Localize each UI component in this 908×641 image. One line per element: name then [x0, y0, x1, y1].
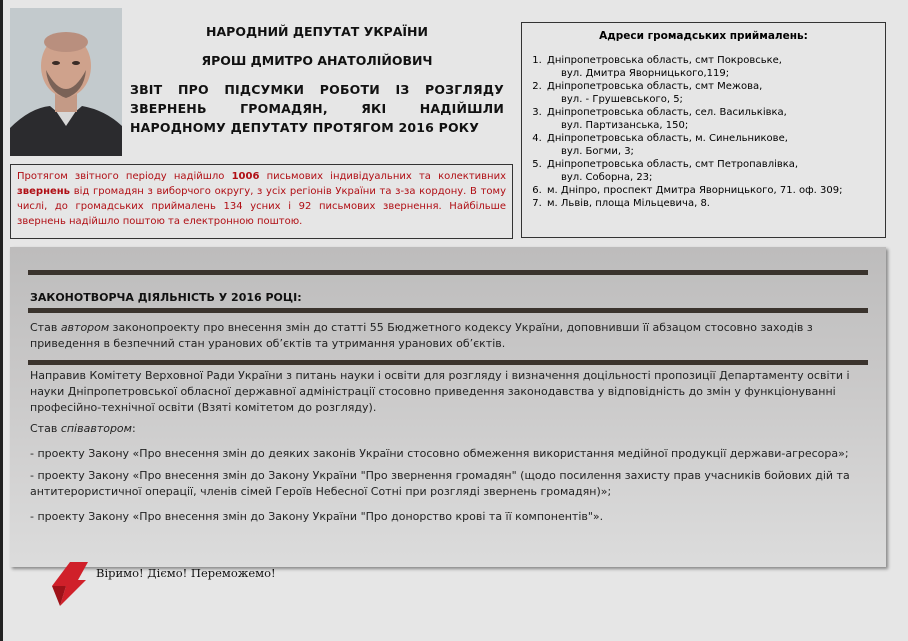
coauthored-prefix: Став — [30, 422, 61, 435]
authored-prefix: Став — [30, 321, 61, 334]
address-line: м. Дніпро, проспект Дмитра Яворницького, 71. оф. 309; — [547, 185, 843, 196]
address-line: вул. Партизанська, 150; — [561, 120, 689, 131]
authored-paragraph — [30, 320, 870, 352]
address-line: Дніпропетровська область, сел. Васильківка, — [547, 107, 787, 118]
addresses-title: Адреси громадських приймалень: — [599, 30, 808, 42]
legislative-heading: ЗАКОНОТВОРЧА ДІЯЛЬНІСТЬ У 2016 РОЦІ: — [30, 291, 302, 304]
address-item — [545, 106, 885, 132]
bill-item: - проекту Закону «Про внесення змін до Закону України "Про донорство крові та її компонентів"». — [30, 510, 604, 523]
header-title-name: ЯРОШ ДМИТРО АНАТОЛІЙОВИЧ — [201, 53, 433, 68]
left-edge-line — [0, 0, 3, 641]
authored-emphasis: автором — [60, 321, 110, 334]
footer-slogan: Віримо! Діємо! Переможемо! — [96, 566, 276, 580]
summary-text-3: від громадян з виборчого округу, з усіх регіонів України та з-за кордону. В тому числі, до громадських приймалень 134 усних і 92 письмових звернення. Найбільше звернень надійшло поштою та електронною поштою. — [17, 186, 506, 227]
address-item — [545, 197, 885, 210]
authored-text: законопроекту про внесення змін до статті 55 Бюджетного кодексу України, доповнивши її абзацом стосовно заходів з приведення в безпечний стан уранових об’єктів та утримання уранових об’єктів. — [30, 321, 813, 350]
report-header — [130, 24, 504, 137]
summary-count: 1006 — [231, 171, 260, 182]
summary-bold-word: звернень — [17, 186, 71, 197]
address-line: вул. Соборна, 23; — [561, 172, 653, 183]
coauthored-heading — [30, 421, 870, 437]
address-line: Дніпропетровська область, м. Синельникове, — [547, 133, 788, 144]
coauthored-emphasis: співавтором — [60, 422, 132, 435]
address-line: вул. - Грушевського, 5; — [561, 94, 683, 105]
address-item — [545, 132, 885, 158]
divider-bar — [28, 360, 868, 365]
coauthored-colon: : — [131, 422, 136, 435]
portrait-image — [10, 8, 122, 156]
address-item — [545, 184, 885, 197]
address-line: м. Львів, площа Мільцевича, 8. — [547, 198, 710, 209]
reception-addresses-box — [521, 22, 886, 238]
logo-icon — [48, 562, 88, 606]
address-line: Дніпропетровська область, смт Межова, — [547, 81, 763, 92]
address-line: вул. Богми, 3; — [561, 146, 634, 157]
address-line: Дніпропетровська область, смт Петропавлівка, — [547, 159, 799, 170]
addresses-list — [522, 54, 885, 210]
address-line: вул. Дмитра Яворницького,119; — [561, 68, 730, 79]
divider-bar — [28, 270, 868, 275]
bill-item: - проекту Закону «Про внесення змін до Закону України "Про звернення громадян" (щодо посилення захисту прав учасників бойових дій та антитерористичної операції, членів сімей Героїв Небесної Сотні при розгляді звернень громадян)»; — [30, 469, 850, 498]
address-line: Дніпропетровська область, смт Покровське, — [547, 55, 782, 66]
address-item — [545, 54, 885, 80]
appeals-summary — [10, 164, 513, 239]
header-title-position: НАРОДНИЙ ДЕПУТАТ УКРАЇНИ — [206, 24, 428, 39]
address-item — [545, 158, 885, 184]
divider-bar — [28, 308, 868, 313]
address-item — [545, 80, 885, 106]
summary-text-1: Протягом звітного періоду надійшло — [17, 171, 232, 182]
bill-item: - проекту Закону «Про внесення змін до деяких законів України стосовно обмеження використання медійної продукції держави-агресора»; — [30, 447, 849, 460]
party-logo — [48, 562, 88, 606]
legislative-panel — [10, 247, 886, 567]
summary-text-2: письмових індивідуальних та колективних — [259, 171, 506, 182]
committee-paragraph: Направив Комітету Верховної Ради України з питань науки і освіти для розгляду і визначення доцільності пропозиції Департаменту освіти і науки Дніпропетровської обласної державної адміністрації стосовно приведення законодавства у відповідність до змін у функціонуванні професійно-технічної освіти (Взяті комітетом до розгляду). — [30, 369, 850, 414]
deputy-portrait — [10, 8, 122, 156]
header-title-report: ЗВІТ ПРО ПІДСУМКИ РОБОТИ ІЗ РОЗГЛЯДУ ЗВЕРНЕНЬ ГРОМАДЯН, ЯКІ НАДІЙШЛИ НАРОДНОМУ ДЕПУТАТУ ПРОТЯГОМ 2016 РОКУ — [130, 82, 504, 135]
